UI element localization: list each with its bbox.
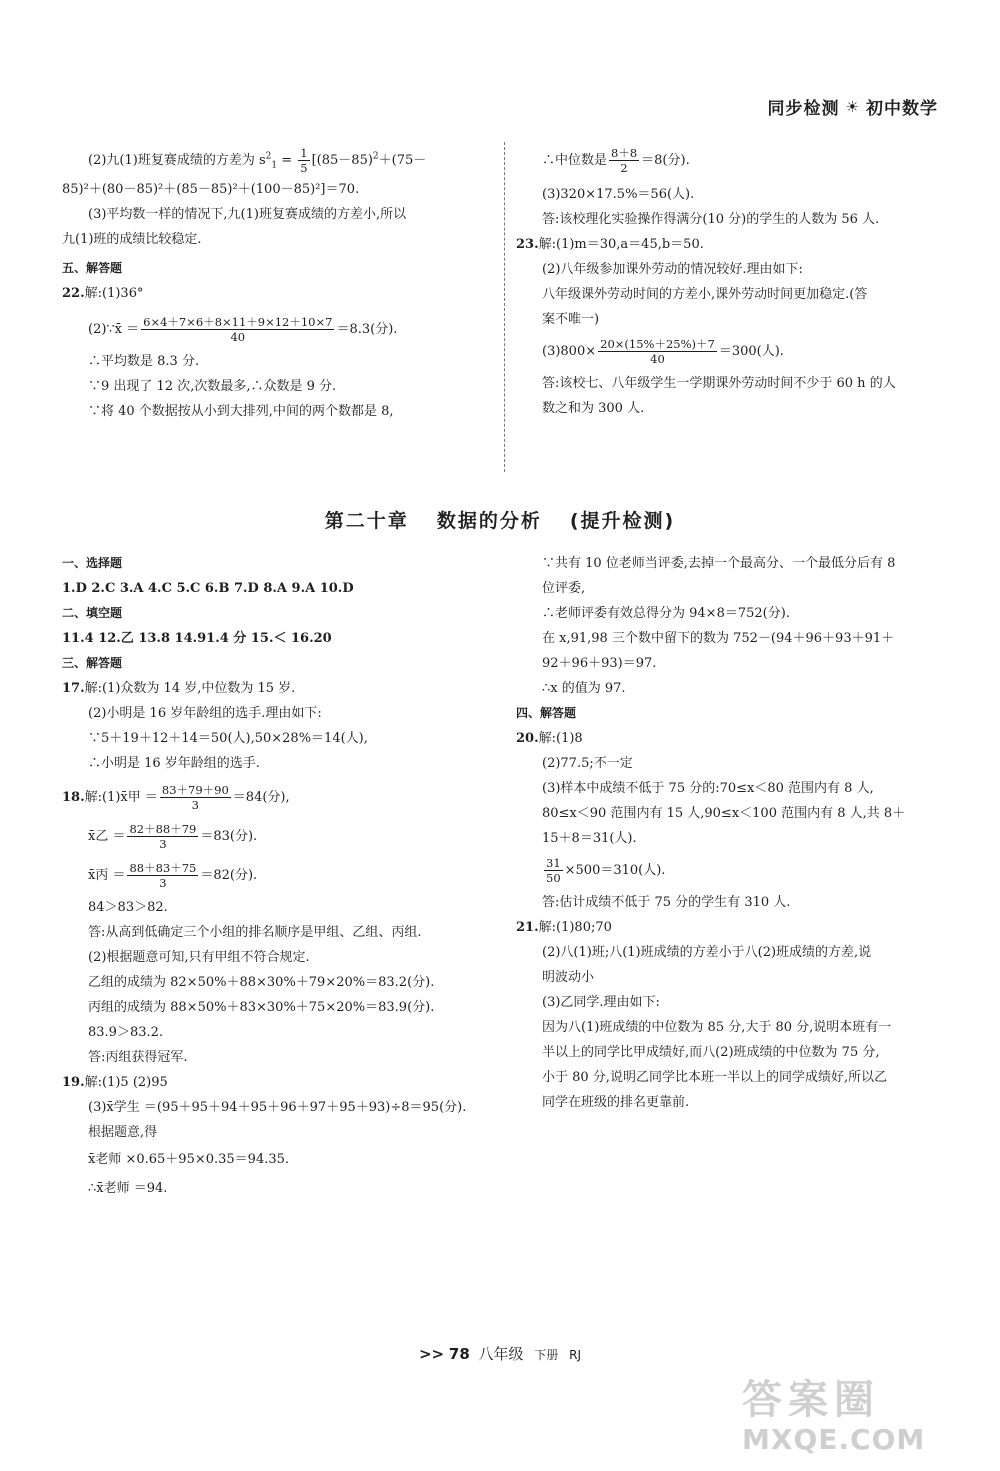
question-number: 19. (62, 1075, 85, 1090)
text-line: 因为八(1)班成绩的中位数为 85 分,大于 80 分,说明本班有一 (542, 1020, 892, 1035)
text-line: (2)九(1)班复赛成绩的方差为 $s^2_1$ = $\frac{1}{5}$ [$(85-85)^2+(75-$ (88, 146, 427, 175)
text-line: 答:丙组获得冠军. (88, 1050, 188, 1065)
top-right-column (516, 146, 946, 418)
page-header (768, 94, 938, 119)
chapter-number: 第二十章 (324, 510, 409, 532)
watermark-url: MXQE.COM (742, 1423, 926, 1456)
text-line: ∵9 出现了 12 次,次数最多,∴众数是 9 分. (88, 379, 337, 394)
text-line: (2)77.5;不一定 (542, 756, 633, 771)
text-line: ∴x̄老师 ＝94. (88, 1181, 168, 1196)
text-line: x̄老师 ×0.65＋95×0.35＝94.35. (88, 1152, 290, 1167)
section-heading: 四、解答题 (516, 706, 577, 720)
text-line: ∴小明是 16 岁年龄组的选手. (88, 756, 260, 771)
text-line: (3)800× $\frac{20\times(15\%+25\%)+7}{40}$ ＝300(人). (542, 337, 784, 366)
section-heading: 一、选择题 (62, 556, 123, 570)
question-number: 18. (62, 790, 85, 805)
text-line: 答:该校理化实验操作得满分(10 分)的学生的人数为 56 人. (542, 212, 880, 227)
page-number: 78 (448, 1345, 470, 1363)
text-line: 19.解:(1)5 (2)95 (62, 1075, 168, 1090)
text-line: 根据题意,得 (88, 1125, 158, 1140)
text-line: 在 x,91,98 三个数中留下的数为 752－(94＋96＋93＋91＋ (542, 631, 895, 646)
text-line: 答:估计成绩不低于 75 分的学生有 310 人. (542, 895, 791, 910)
text-line: 丙组的成绩为 88×50%＋83×30%＋75×20%＝83.9(分). (88, 1000, 435, 1015)
fraction: $\frac{83+79+90}{3}$ (161, 783, 229, 812)
fraction: $\frac{31}{50}$ (546, 856, 561, 885)
bottom-right-column (516, 554, 946, 1112)
text-line: 乙组的成绩为 82×50%＋88×30%＋79×20%＝83.2(分). (88, 975, 435, 990)
watermark-logo: 答案圈 (742, 1377, 880, 1423)
text-line: 84＞83＞82. (88, 900, 168, 915)
grade-label: 八年级 (478, 1345, 524, 1363)
text-line: ∴平均数是 8.3 分. (88, 354, 200, 369)
question-number: 21. (516, 920, 539, 935)
text-line: (2)小明是 16 岁年龄组的选手.理由如下: (88, 706, 322, 721)
section-heading: 二、填空题 (62, 606, 123, 620)
text-line: 17.解:(1)众数为 14 岁,中位数为 15 岁. (62, 681, 296, 696)
text-line: (3)样本中成绩不低于 75 分的:70≤x＜80 范围内有 8 人, (542, 781, 874, 796)
fraction: $\frac{1}{5}$ (300, 146, 308, 175)
text-line: 18.解:(1)x̄甲 ＝ $\frac{83+79+90}{3}$ ＝84(分), (62, 783, 290, 812)
text-line: x̄乙 ＝ $\frac{82+88+79}{3}$ ＝83(分). (88, 822, 258, 851)
header-title: 同步检测 (767, 99, 840, 119)
fraction: $\frac{8+8}{2}$ (611, 146, 638, 175)
text-line: (3)320×17.5%＝56(人). (542, 187, 695, 202)
chapter-title (0, 506, 1000, 533)
text-line: 位评委, (542, 581, 586, 596)
text-line: 20.解:(1)8 (516, 731, 583, 746)
chapter-subtitle: (提升检测) (569, 510, 676, 532)
text-line: 22.解:(1)36° (62, 286, 144, 301)
volume-label: 下册 (534, 1348, 559, 1362)
text-line: 92＋96＋93)＝97. (542, 656, 657, 671)
text-line: (3)平均数一样的情况下,九(1)班复赛成绩的方差小,所以 (88, 207, 407, 222)
lightbulb-icon: ☀ (845, 97, 860, 116)
text-line: 83.9＞83.2. (88, 1025, 164, 1040)
text-line: (2)根据题意可知,只有甲组不符合规定. (88, 950, 310, 965)
text-line: 85)²＋(80－85)²＋(85－85)²＋(100－85)²]＝70. (62, 182, 360, 197)
text-line: 80≤x＜90 范围内有 15 人,90≤x＜100 范围内有 8 人,共 8＋ (542, 806, 906, 821)
text-line: 21.解:(1)80;70 (516, 920, 612, 935)
text-line: ∵将 40 个数据按从小到大排列,中间的两个数都是 8, (88, 404, 394, 419)
text-line: 九(1)班的成绩比较稳定. (62, 232, 202, 247)
text-line: (3)乙同学.理由如下: (542, 995, 660, 1010)
text-line: 答:从高到低确定三个小组的排名顺序是甲组、乙组、丙组. (88, 925, 422, 940)
text-line: 15＋8＝31(人). (542, 831, 637, 846)
question-number: 22. (62, 286, 85, 301)
text-line: ∴中位数是 $\frac{8+8}{2}$ ＝8(分). (542, 146, 690, 175)
question-number: 20. (516, 731, 539, 746)
watermark (742, 1376, 962, 1466)
page-footer (0, 1343, 1000, 1364)
text-line: ∴老师评委有效总得分为 94×8＝752(分). (542, 606, 790, 621)
answer-line: 11.4 12.乙 13.8 14.91.4 分 15.＜ 16.20 (62, 631, 332, 646)
text-line: 半以上的同学比甲成绩好,而八(2)班成绩的中位数为 75 分, (542, 1045, 880, 1060)
text-line: 答:该校七、八年级学生一学期课外劳动时间不少于 60 h 的人 (542, 376, 896, 391)
text-line: 八年级课外劳动时间的方差小,课外劳动时间更加稳定.(答 (542, 287, 868, 302)
fraction: $\frac{20\times(15\%+25\%)+7}{40}$ (600, 337, 715, 366)
text-line: 同学在班级的排名更靠前. (542, 1095, 690, 1110)
text-line: 小于 80 分,说明乙同学比本班一半以上的同学成绩好,所以乙 (542, 1070, 888, 1085)
edition-label: RJ (569, 1348, 582, 1362)
text-line: ∵共有 10 位老师当评委,去掉一个最高分、一个最低分后有 8 (542, 556, 896, 571)
text-line: 明波动小 (542, 970, 595, 985)
text-line: (2)八(1)班;八(1)班成绩的方差小于八(2)班成绩的方差,说 (542, 945, 872, 960)
header-subject: 初中数学 (866, 99, 938, 119)
text-line: 数之和为 300 人. (542, 401, 645, 416)
fraction: $\frac{88+83+75}{3}$ (129, 861, 197, 890)
question-number: 17. (62, 681, 85, 696)
text-line: (2)∵x̄ ＝ $\frac{6\times 4+7\times 6+8\times 11+9\times 12+10\times 7}{40}$ ＝8.3(分). (88, 315, 398, 344)
double-chevron-icon: >> (418, 1345, 445, 1363)
text-line: ∵5＋19＋12＋14＝50(人),50×28%＝14(人), (88, 731, 368, 746)
answer-line: 1.D 2.C 3.A 4.C 5.C 6.B 7.D 8.A 9.A 10.D (62, 581, 354, 596)
bottom-left-column (62, 554, 502, 1198)
text-line: $\frac{31}{50}$ ×500＝310(人). (546, 856, 666, 885)
text-line: x̄丙 ＝ $\frac{88+83+75}{3}$ ＝82(分). (88, 861, 258, 890)
top-left-column (62, 146, 492, 421)
question-number: 23. (516, 237, 539, 252)
section-heading: 三、解答题 (62, 656, 123, 670)
column-divider (504, 142, 505, 472)
text-line: 23.解:(1)m＝30,a＝45,b＝50. (516, 237, 704, 252)
fraction: $\frac{82+88+79}{3}$ (129, 822, 197, 851)
section-heading: 五、解答题 (62, 261, 123, 275)
text-line: (2)八年级参加课外劳动的情况较好.理由如下: (542, 262, 803, 277)
text-line: ∴x 的值为 97. (542, 681, 626, 696)
text-line: 案不唯一) (542, 312, 600, 327)
fraction: $\frac{6\times 4+7\times 6+8\times 11+9\times 12+10\times 7}{40}$ (143, 315, 333, 344)
chapter-name: 数据的分析 (436, 510, 542, 532)
text-line: (3)x̄学生 ＝(95＋95＋94＋95＋96＋97＋95＋93)÷8＝95(分). (88, 1100, 467, 1115)
